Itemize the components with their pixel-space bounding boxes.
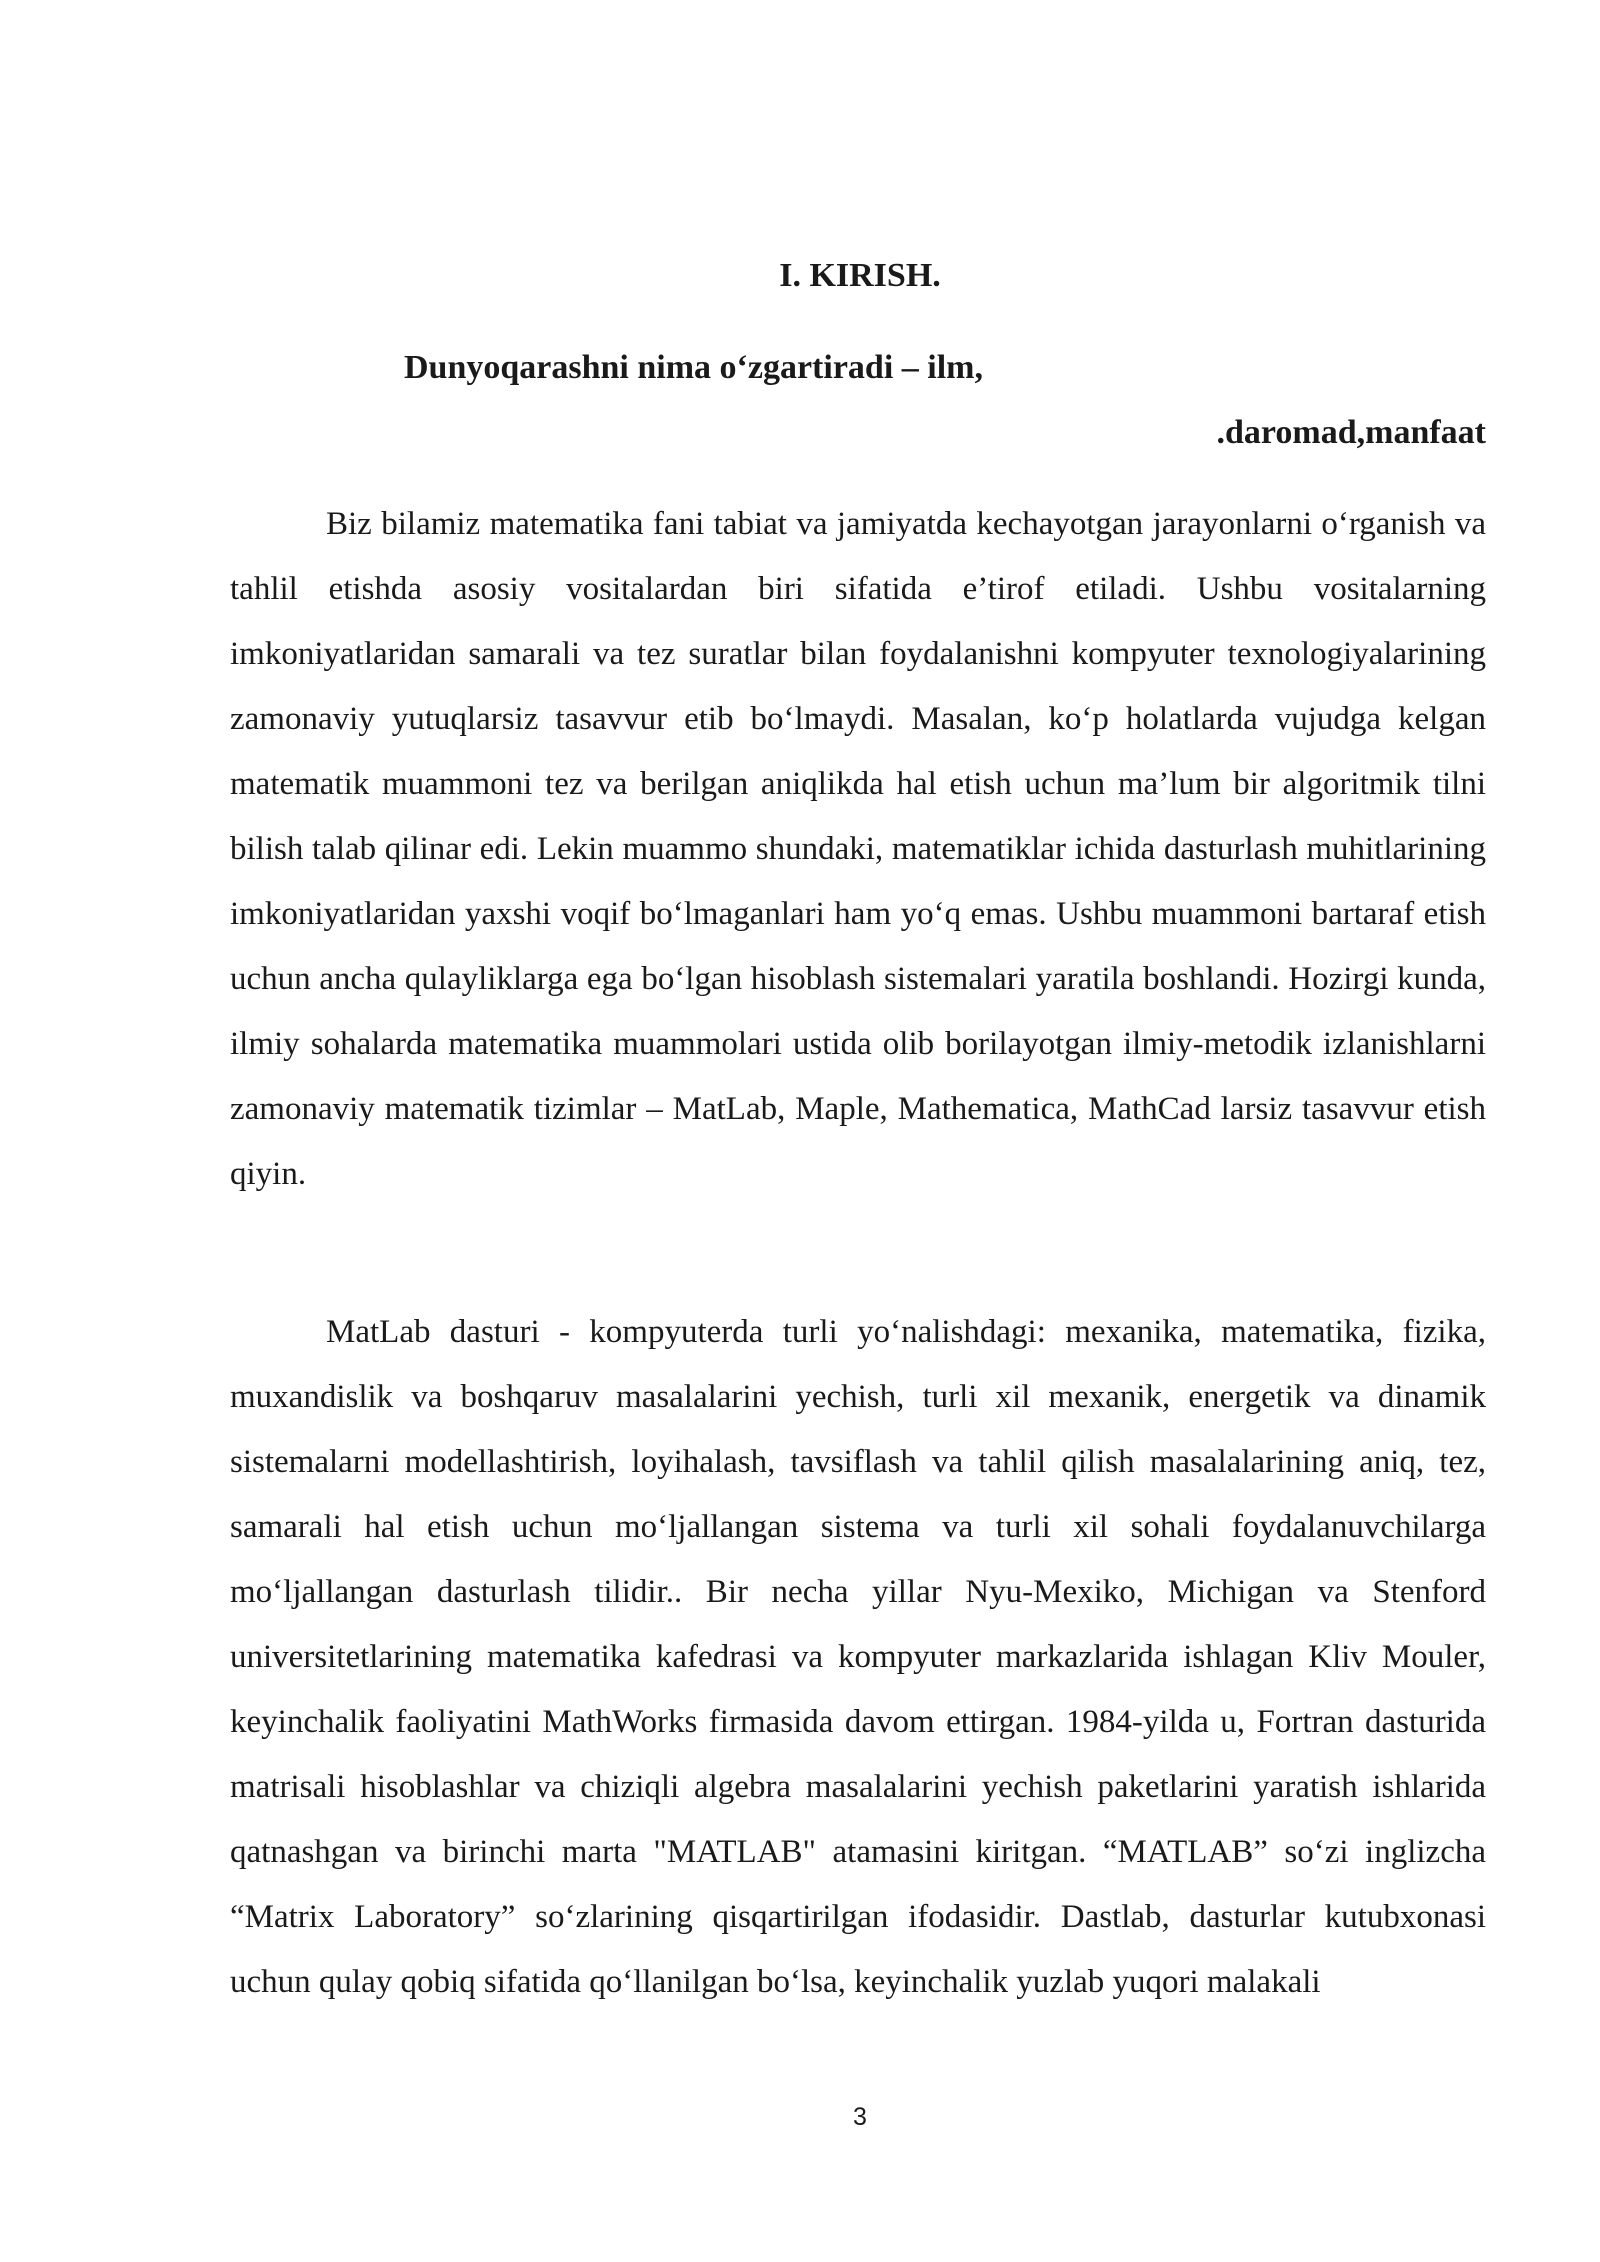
- section-heading: I. KIRISH.: [779, 257, 941, 294]
- subtitle-line-2: .daromad,manfaat: [1216, 414, 1486, 451]
- subtitle-line-1: Dunyoqarashni nima o‘zgartiradi – ilm,: [404, 349, 983, 386]
- paragraph: Biz bilamiz matematika fani tabiat va jamiyatda kechayotgan jarayonlarni o‘rganish va tahlil etishda asosiy vositalardan biri sifatida e’tirof etiladi. Ushbu vositalarning imkoniyatlaridan samarali va tez suratlar bilan foydalanishni kompyuter texnologiyalarining zamonaviy yutuqlarsiz tasavvur etib bo‘lmaydi. Masalan, ko‘p holatlarda vujudga kelgan matematik muammoni tez va berilgan aniqlikda hal etish uchun ma’lum bir algoritmik tilni bilish talab qilinar edi. Lekin muammo shundaki, matematiklar ichida dasturlash muhitlarining imkoniyatlaridan yaxshi voqif bo‘lmaganlari ham yo‘q emas. Ushbu muammoni bartaraf etish uchun ancha qulayliklarga ega bo‘lgan hisoblash sistemalari yaratila boshlandi. Hozirgi kunda, ilmiy sohalarda matematika muammolari ustida olib borilayotgan ilmiy-metodik izlanishlarni zamonaviy matematik tizimlar – MatLab, Maple, Mathematica, MathCad larsiz tasavvur etish qiyin.: [230, 506, 1486, 1192]
- page-number: 3: [853, 2103, 867, 2131]
- paragraph-2-container: [230, 1300, 1486, 2015]
- paragraph-1-container: [230, 492, 1486, 1207]
- paragraph: MatLab dasturi - kompyuterda turli yo‘nalishdagi: mexanika, matematika, fizika, muxandislik va boshqaruv masalalarini yechish, turli xil mexanik, energetik va dinamik sistemalarni modellashtirish, loyihalash, tavsiflash va tahlil qilish masalalarining aniq, tez, samarali hal etish uchun mo‘ljallangan sistema va turli xil sohali foydalanuvchilarga mo‘ljallangan dasturlash tilidir.. Bir necha yillar Nyu-Mexiko, Michigan va Stenford universitetlarining matematika kafedrasi va kompyuter markazlarida ishlagan Kliv Mouler, keyinchalik faoliyatini MathWorks firmasida davom ettirgan. 1984-yilda u, Fortran dasturida matrisali hisoblashlar va chiziqli algebra masalalarini yechish paketlarini yaratish ishlarida qatnashgan va birinchi marta "MATLAB" atamasini kiritgan. “MATLAB” so‘zi inglizcha “Matrix Laboratory” so‘zlarining qisqartirilgan ifodasidir. Dastlab, dasturlar kutubxonasi uchun qulay qobiq sifatida qo‘llanilgan bo‘lsa, keyinchalik yuzlab yuqori malakali: [230, 1314, 1486, 2000]
